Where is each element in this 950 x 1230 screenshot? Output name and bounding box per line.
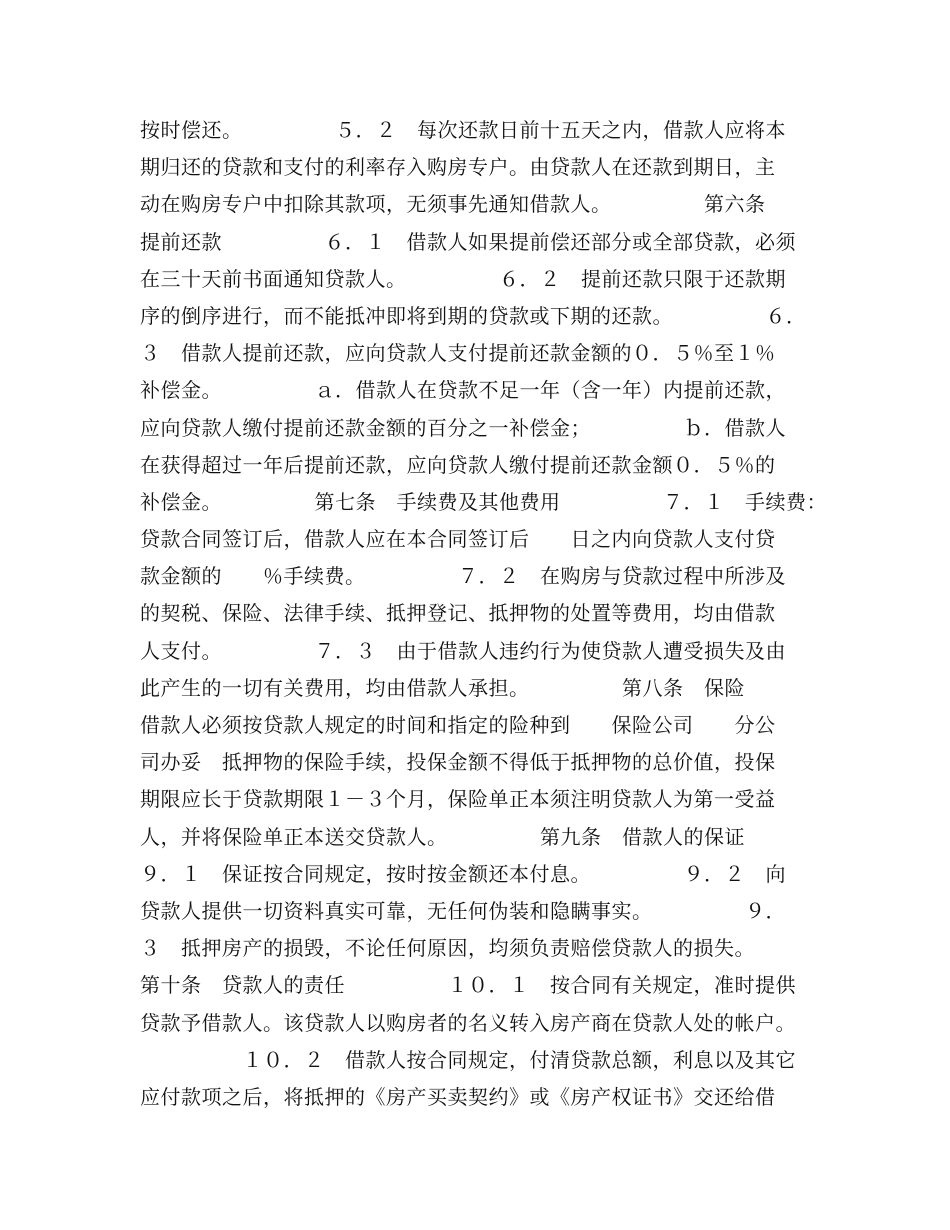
text-line-12: 贷款合同签订后，借款人应在本合同签订后 日之内向贷款人支付贷 [140,527,776,552]
text-line-27: 应付款项之后，将抵押的《房产买卖契约》或《房产权证书》交还给借 [140,1084,776,1109]
text-line-14: 的契税、保险、法律手续、抵押登记、抵押物的处置等费用，均由借款 [140,601,776,626]
text-line-3: 动在购房专户中扣除其款项，无须事先通知借款人。 第六条 [140,192,766,217]
text-line-2: 期归还的贷款和支付的利率存入购房专户。由贷款人在还款到期日，主 [140,155,776,180]
text-line-22: 贷款人提供一切资料真实可靠，无任何伪装和隐瞒事实。 ９． [140,898,786,923]
text-line-9: 应向贷款人缴付提前还款金额的百分之一补偿金； ｂ．借款人 [140,415,786,440]
text-line-4: 提前还款 ６．１ 借款人如果提前偿还部分或全部贷款，必须 [140,229,796,254]
text-line-15: 人支付。 ７．３ 由于借款人违约行为使贷款人遭受损失及由 [140,638,786,663]
text-line-24: 第十条 贷款人的责任 １０．１ 按合同有关规定，准时提供 [140,973,796,998]
text-line-21: ９．１ 保证按合同规定，按时按金额还本付息。 ９．２ 向 [140,861,786,886]
text-line-23: ３ 抵押房产的损毁，不论任何原因，均须负责赔偿贷款人的损失。 [140,936,755,961]
text-line-11: 补偿金。 第七条 手续费及其他费用 ７．１ 手续费： [140,489,827,514]
text-line-17: 借款人必须按贷款人规定的时间和指定的险种到 保险公司 分公 [140,713,776,737]
text-line-1: 按时偿还。 ５．２ 每次还款日前十五天之内，借款人应将本 [140,118,786,142]
contract-body-text [140,112,827,1116]
text-line-26: １０．２ 借款人按合同规定，付清贷款总额，利息以及其它 [140,1047,796,1072]
text-line-19: 期限应长于贷款期限１－３个月，保险单正本须注明贷款人为第一受益 [140,787,776,812]
text-line-5: 在三十天前书面通知贷款人。 ６．２ 提前还款只限于还款期 [140,266,786,291]
text-line-25: 贷款予借款人。该贷款人以购房者的名义转入房产商在贷款人处的帐户。 [140,1010,796,1035]
text-line-20: 人，并将保险单正本送交贷款人。 第九条 借款人的保证 [140,824,745,849]
text-line-6: 序的倒序进行，而不能抵冲即将到期的贷款或下期的还款。 ６． [140,303,807,328]
text-line-13: 款金额的 ％手续费。 ７．２ 在购房与贷款过程中所涉及 [140,564,786,589]
text-line-10: 在获得超过一年后提前还款，应向贷款人缴付提前还款金额０．５％的 [140,452,776,477]
text-line-16: 此产生的一切有关费用，均由借款人承担。 第八条 保险 [140,675,745,700]
text-line-18: 司办妥 抵押物的保险手续，投保金额不得低于抵押物的总价值，投保 [140,750,776,775]
text-line-7: ３ 借款人提前还款，应向贷款人支付提前还款金额的０．５％至１％ [140,341,776,366]
text-line-8: 补偿金。 ａ．借款人在贷款不足一年（含一年）内提前还款， [140,378,786,403]
